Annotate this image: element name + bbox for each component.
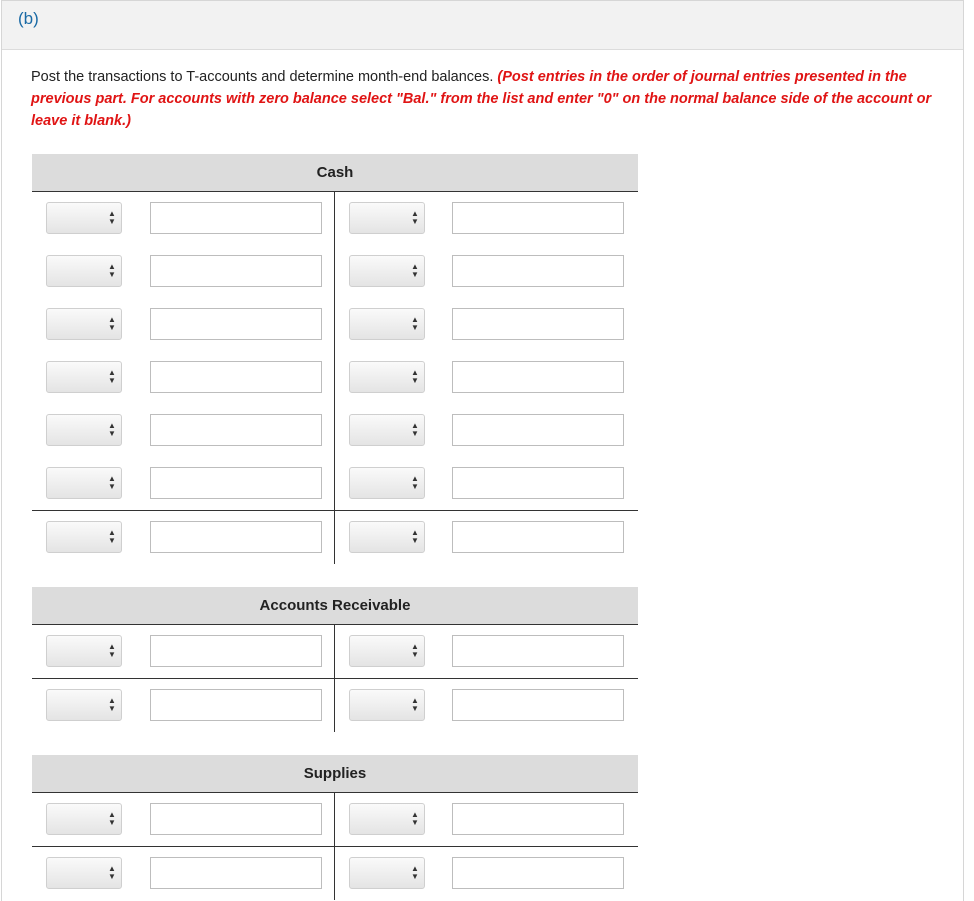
instructions	[31, 66, 936, 132]
t-account-accounts-receivable	[32, 587, 638, 732]
debit-amount-input[interactable]	[150, 202, 322, 234]
credit-date-select[interactable]	[349, 202, 425, 234]
credit-amount-input[interactable]	[452, 361, 624, 393]
debit-date-select[interactable]	[46, 857, 122, 889]
t-account-body	[32, 192, 638, 564]
debit-amount-input[interactable]	[150, 803, 322, 835]
t-account-title: Accounts Receivable	[32, 587, 638, 625]
credit-date-select[interactable]	[349, 803, 425, 835]
credit-amount-input[interactable]	[452, 857, 624, 889]
select-arrows-icon: ▲ ▼	[411, 474, 419, 491]
t-account-supplies	[32, 755, 638, 900]
credit-amount-input[interactable]	[452, 803, 624, 835]
select-arrows-icon: ▲ ▼	[108, 642, 116, 659]
debit-amount-input[interactable]	[150, 857, 322, 889]
debit-date-select[interactable]	[46, 467, 122, 499]
select-arrows-icon: ▲ ▼	[108, 864, 116, 881]
select-arrows-icon: ▲ ▼	[108, 421, 116, 438]
debit-amount-input[interactable]	[150, 467, 322, 499]
entry-row	[32, 298, 638, 351]
select-arrows-icon: ▲ ▼	[108, 474, 116, 491]
debit-date-select[interactable]	[46, 361, 122, 393]
debit-balance-select[interactable]	[46, 689, 122, 721]
select-arrows-icon: ▲ ▼	[108, 810, 116, 827]
credit-date-select[interactable]	[349, 361, 425, 393]
credit-amount-input[interactable]	[452, 255, 624, 287]
debit-balance-select[interactable]	[46, 521, 122, 553]
entry-row	[32, 245, 638, 298]
select-arrows-icon: ▲ ▼	[108, 262, 116, 279]
debit-date-select[interactable]	[46, 308, 122, 340]
debit-amount-input[interactable]	[150, 308, 322, 340]
select-arrows-icon: ▲ ▼	[411, 209, 419, 226]
credit-date-select[interactable]	[349, 255, 425, 287]
select-arrows-icon: ▲ ▼	[108, 528, 116, 545]
debit-amount-input[interactable]	[150, 361, 322, 393]
credit-balance-select[interactable]	[349, 689, 425, 721]
select-arrows-icon: ▲ ▼	[411, 642, 419, 659]
credit-date-select[interactable]	[349, 467, 425, 499]
balance-row	[32, 678, 638, 732]
entry-row	[32, 404, 638, 457]
select-arrows-icon: ▲ ▼	[411, 262, 419, 279]
t-account-title: Cash	[32, 154, 638, 192]
select-arrows-icon: ▲ ▼	[411, 864, 419, 881]
credit-date-select[interactable]	[349, 308, 425, 340]
t-account-cash	[32, 154, 638, 564]
t-account-body	[32, 793, 638, 900]
entry-row	[32, 846, 638, 900]
credit-amount-input[interactable]	[452, 202, 624, 234]
debit-date-select[interactable]	[46, 414, 122, 446]
credit-amount-input[interactable]	[452, 635, 624, 667]
entry-row	[32, 625, 638, 678]
credit-balance-select[interactable]	[349, 521, 425, 553]
debit-date-select[interactable]	[46, 202, 122, 234]
credit-balance-input[interactable]	[452, 521, 624, 553]
select-arrows-icon: ▲ ▼	[411, 368, 419, 385]
select-arrows-icon: ▲ ▼	[108, 696, 116, 713]
instructions-text: Post the transactions to T-accounts and determine month-end balances.	[31, 69, 498, 85]
entry-row	[32, 351, 638, 404]
debit-date-select[interactable]	[46, 635, 122, 667]
t-account-body	[32, 625, 638, 732]
part-label: (b)	[18, 9, 39, 28]
debit-date-select[interactable]	[46, 255, 122, 287]
debit-date-select[interactable]	[46, 803, 122, 835]
part-header	[2, 1, 963, 50]
entry-row	[32, 793, 638, 846]
credit-amount-input[interactable]	[452, 414, 624, 446]
balance-row	[32, 510, 638, 564]
instructions-emphasis: (Post entries in the order of journal entries presented in the previous part. For accounts with zero balance select "Bal." from the list and enter "0" on the normal balance side of the account or leave it blank.)	[31, 69, 932, 129]
credit-balance-input[interactable]	[452, 689, 624, 721]
credit-date-select[interactable]	[349, 414, 425, 446]
select-arrows-icon: ▲ ▼	[411, 810, 419, 827]
entry-row	[32, 457, 638, 510]
credit-date-select[interactable]	[349, 635, 425, 667]
select-arrows-icon: ▲ ▼	[411, 528, 419, 545]
debit-amount-input[interactable]	[150, 255, 322, 287]
debit-balance-input[interactable]	[150, 521, 322, 553]
select-arrows-icon: ▲ ▼	[411, 696, 419, 713]
entry-row	[32, 192, 638, 245]
select-arrows-icon: ▲ ▼	[108, 368, 116, 385]
select-arrows-icon: ▲ ▼	[411, 315, 419, 332]
debit-amount-input[interactable]	[150, 635, 322, 667]
credit-date-select[interactable]	[349, 857, 425, 889]
debit-amount-input[interactable]	[150, 414, 322, 446]
select-arrows-icon: ▲ ▼	[108, 315, 116, 332]
select-arrows-icon: ▲ ▼	[108, 209, 116, 226]
select-arrows-icon: ▲ ▼	[411, 421, 419, 438]
credit-amount-input[interactable]	[452, 308, 624, 340]
debit-balance-input[interactable]	[150, 689, 322, 721]
t-account-title: Supplies	[32, 755, 638, 793]
credit-amount-input[interactable]	[452, 467, 624, 499]
